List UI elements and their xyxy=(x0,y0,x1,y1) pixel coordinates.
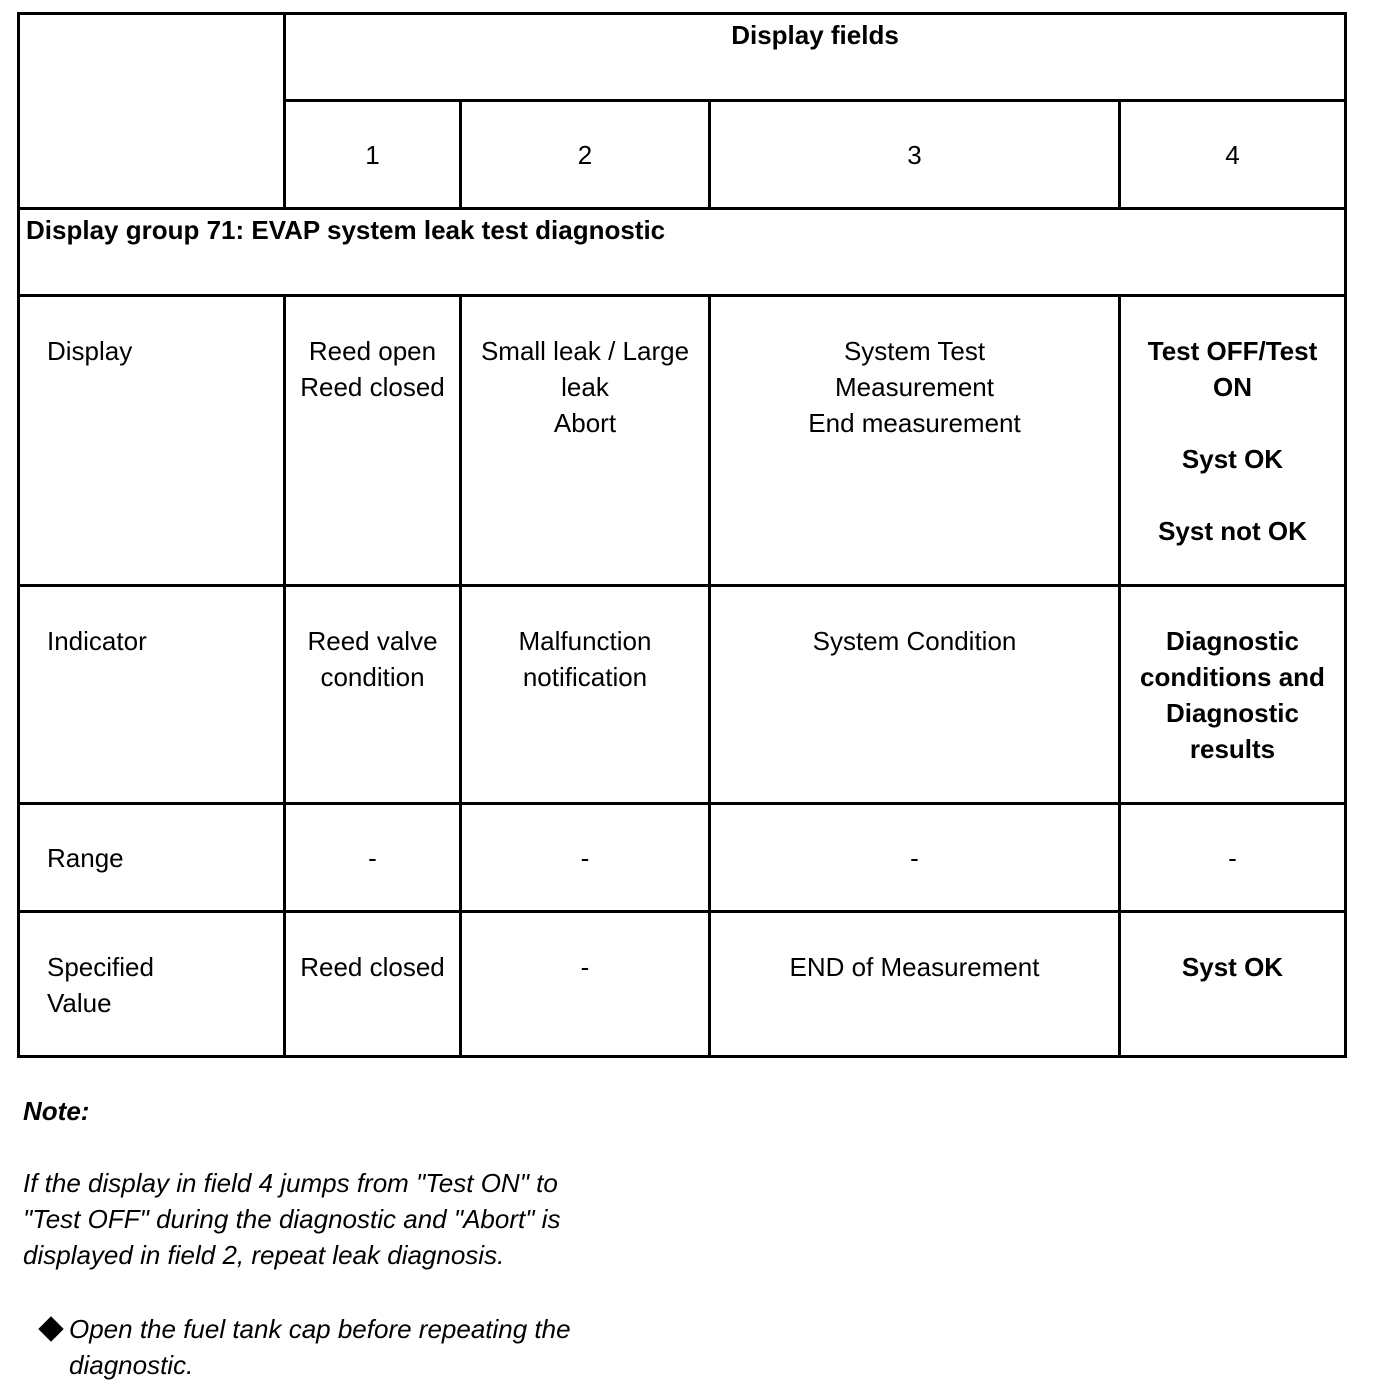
display-f2-line: leak xyxy=(561,372,609,402)
field-number-4: 4 xyxy=(1120,101,1346,209)
header-empty-cell xyxy=(19,14,285,209)
specified-field-4: Syst OK xyxy=(1120,912,1346,1057)
specified-label-line: Specified xyxy=(47,952,154,982)
display-f4-line: ON xyxy=(1213,372,1252,402)
bullet-line: diagnostic. xyxy=(69,1350,194,1380)
display-f4-line: Test OFF/Test xyxy=(1147,336,1318,366)
indicator-f4-line: Diagnostic xyxy=(1166,698,1299,728)
display-f3-line: Measurement xyxy=(835,372,994,402)
note-line: If the display in field 4 jumps from "Test ON" to xyxy=(23,1168,558,1198)
range-field-4: - xyxy=(1120,804,1346,912)
row-label-indicator: Indicator xyxy=(19,586,285,804)
display-f2-line: Abort xyxy=(553,408,617,438)
display-f3-line: End measurement xyxy=(808,408,1021,438)
display-field-1 xyxy=(285,296,461,586)
display-fields-header: Display fields xyxy=(285,14,1346,101)
field-number-1: 1 xyxy=(285,101,461,209)
table-row-display xyxy=(19,296,1346,586)
indicator-field-4 xyxy=(1120,586,1346,804)
range-field-3: - xyxy=(710,804,1120,912)
note-line: "Test OFF" during the diagnostic and "Abort" is xyxy=(23,1204,561,1234)
indicator-f4-line: Diagnostic xyxy=(1166,626,1299,656)
indicator-f1-line: Reed valve xyxy=(307,626,438,656)
specified-field-3: END of Measurement xyxy=(710,912,1120,1057)
note-block xyxy=(23,1093,643,1273)
range-field-1: - xyxy=(285,804,461,912)
indicator-f4-line: conditions and xyxy=(1140,662,1325,692)
display-field-3 xyxy=(710,296,1120,586)
specified-label-line: Value xyxy=(47,988,112,1018)
indicator-field-2 xyxy=(461,586,710,804)
display-field-4 xyxy=(1120,296,1346,586)
note-bullet xyxy=(37,1311,637,1383)
display-f4-line: Syst OK xyxy=(1181,444,1284,474)
bullet-line: Open the fuel tank cap before repeating the xyxy=(69,1314,571,1344)
indicator-field-1 xyxy=(285,586,461,804)
specified-field-1: Reed closed xyxy=(285,912,461,1057)
display-group-table xyxy=(17,12,1347,1058)
field-number-2: 2 xyxy=(461,101,710,209)
note-text xyxy=(23,1165,643,1273)
indicator-f2-line: Malfunction xyxy=(518,626,652,656)
display-f1-line: Reed closed xyxy=(300,372,445,402)
indicator-f2-line: notification xyxy=(522,662,648,692)
indicator-f4-line: results xyxy=(1189,734,1276,764)
range-field-2: - xyxy=(461,804,710,912)
display-group-title: Display group 71: EVAP system leak test diagnostic xyxy=(19,209,1346,296)
row-label-range: Range xyxy=(19,804,285,912)
row-label-specified-value xyxy=(19,912,285,1057)
bullet-text xyxy=(37,1311,637,1383)
indicator-f1-line: condition xyxy=(320,662,425,692)
indicator-field-3: System Condition xyxy=(710,586,1120,804)
note-line: displayed in field 2, repeat leak diagnosis. xyxy=(23,1240,505,1270)
display-f4-line: Syst not OK xyxy=(1158,516,1307,546)
table-row-range xyxy=(19,804,1346,912)
display-field-2 xyxy=(461,296,710,586)
table-row-specified-value xyxy=(19,912,1346,1057)
display-f2-line: Small leak / Large xyxy=(480,336,690,366)
row-label-display: Display xyxy=(19,296,285,586)
field-number-3: 3 xyxy=(710,101,1120,209)
note-title: Note: xyxy=(23,1096,90,1126)
display-f3-line: System Test xyxy=(843,336,986,366)
display-f1-line: Reed open xyxy=(308,336,437,366)
table-row-indicator xyxy=(19,586,1346,804)
specified-field-2: - xyxy=(461,912,710,1057)
